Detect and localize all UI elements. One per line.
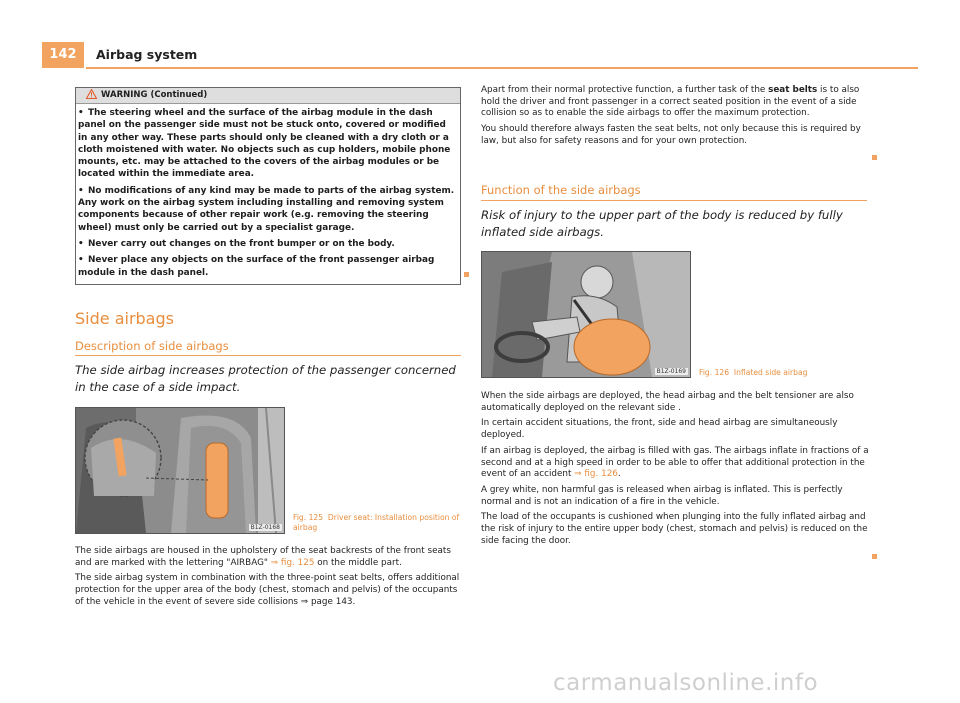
paragraph: The side airbag system in combination with the three-point seat belts, offers additional protection for the upper area of the body (chest, stomach and pelvis) of the occupants of the vehicle in the event of severe side collisions ⇒ page 143. <box>75 573 460 607</box>
warning-item: • No modifications of any kind may be made to parts of the airbag system. Any work on the airbag system including installing and removing system components because of other repair work (e.g. removing the steering wheel) must only be carried out by a specialist garage. <box>78 185 455 233</box>
section-end-mark <box>464 272 469 277</box>
section-end-mark <box>872 155 877 160</box>
warning-list <box>76 104 460 279</box>
page-number: 142 <box>42 42 84 68</box>
lead-paragraph: Risk of injury to the upper part of the body is reduced by fully inflated side airbags. <box>481 208 843 239</box>
header-divider <box>86 67 918 69</box>
figure-caption: Fig. 126 Inflated side airbag <box>699 368 808 377</box>
warning-triangle-icon <box>86 89 97 99</box>
subsection-heading: Function of the side airbags <box>481 183 641 197</box>
seat-belt-intro <box>481 85 869 152</box>
warning-item: • The steering wheel and the surface of the airbag module in the dash panel on the passenger side must not be stuck onto, covered or modified in any other way. These parts should only be cleaned with a dry cloth or a cloth moistened with water. No objects such as cup holders, mobile phone mounts, etc. may be attached to the covers of the airbag modules or be located within the immediate area. <box>78 108 451 180</box>
page-title: Airbag system <box>96 47 198 62</box>
paragraph: If an airbag is deployed, the airbag is filled with gas. The airbags inflate in fractions of a second and at a high speed in order to be able to offer that additional protection in the event of an accident ⇒ fig. 126. <box>481 445 869 480</box>
warning-item: • Never carry out changes on the front bumper or on the body. <box>78 238 395 249</box>
figure-caption: Fig. 125 Driver seat: Installation position of airbag <box>293 513 460 532</box>
paragraph: In certain accident situations, the front, side and head airbag are simultaneously deployed. <box>481 418 838 441</box>
paragraph: When the side airbags are deployed, the head airbag and the belt tensioner are also automatically deployed on the relevant side . <box>481 391 854 413</box>
inflated-airbag-illustration <box>482 252 690 377</box>
figure-125-seat <box>75 407 285 534</box>
section-end-mark <box>872 554 877 559</box>
paragraph: The load of the occupants is cushioned when plunging into the fully inflated airbag and the risk of injury to the entire upper body (chest, stomach and pelvis) is reduced on the side facing the door. <box>481 512 868 546</box>
figure-code: B1Z-0169 <box>656 368 686 375</box>
figure-126-inflated-airbag <box>481 251 691 378</box>
side-airbags-body <box>75 546 463 613</box>
paragraph: Apart from their normal protective function, a further task of the seat belts is to also hold the driver and front passenger in a correct seated position in the event of a side collision so as to enable the side airbags to offer the maximum protection. <box>481 85 860 119</box>
watermark: carmanualsonline.info <box>553 670 819 696</box>
section-heading: Side airbags <box>75 309 174 328</box>
fig-125-link[interactable]: ⇒ fig. 125 <box>270 557 315 568</box>
warning-title: WARNING (Continued) <box>101 90 208 100</box>
paragraph: You should therefore always fasten the seat belts, not only because this is required by law, but also for safety reasons and for your own protection. <box>481 124 861 146</box>
subsection-divider <box>481 200 867 201</box>
lead-paragraph: The side airbag increases protection of the passenger concerned in the case of a side impact. <box>75 363 456 394</box>
figure-code: B1Z-0168 <box>250 524 280 531</box>
subsection-heading: Description of side airbags <box>75 339 229 353</box>
seat-illustration <box>76 408 284 533</box>
warning-item: • Never place any objects on the surface of the front passenger airbag module in the dash panel. <box>78 255 435 278</box>
fig-126-link[interactable]: ⇒ fig. 126 <box>574 469 618 480</box>
paragraph: The side airbags are housed in the upholstery of the seat backrests of the front seats and are marked with the lettering "AIRBAG" ⇒ fig. 125 on the middle part. <box>75 546 451 568</box>
paragraph: A grey white, non harmful gas is released when airbag is inflated. This is perfectly normal and is not an indication of a fire in the vehicle. <box>481 484 843 507</box>
warning-box <box>75 87 461 285</box>
function-body <box>481 391 870 551</box>
subsection-divider <box>75 355 461 356</box>
warning-header <box>76 88 460 104</box>
